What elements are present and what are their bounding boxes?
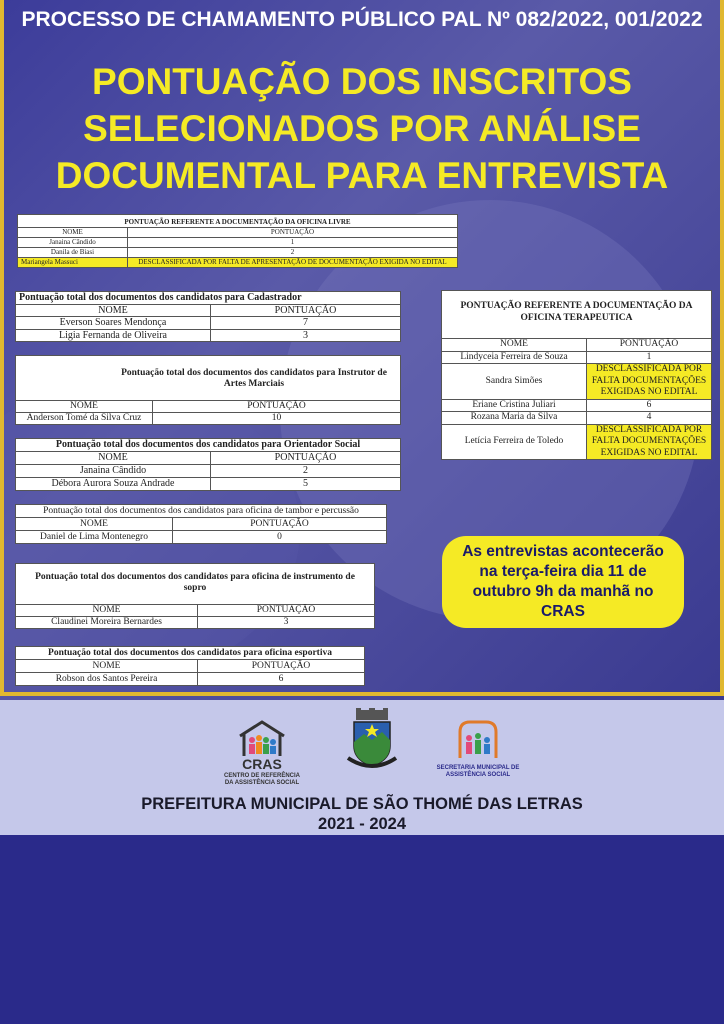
cras-subtitle-line: DA ASSISTÊNCIA SOCIAL <box>224 780 300 786</box>
cell-pontuacao: 7 <box>211 317 401 330</box>
page-title <box>20 58 704 199</box>
cell-nome: Janaina Cândido <box>16 465 211 478</box>
cell-nome: Janaina Cândido <box>18 238 128 248</box>
table-title: Pontuação total dos documentos dos candidatos para Instrutor de Artes Marciais <box>16 356 401 401</box>
table-tambor-percussao <box>15 504 387 544</box>
callout-line: na terça-feira dia 11 de <box>479 563 647 580</box>
table-instrumento-sopro <box>15 563 375 629</box>
cell-nome: Daniel de Lima Montenegro <box>16 531 173 544</box>
table-row <box>18 238 458 248</box>
interview-callout <box>442 536 684 628</box>
table-row <box>16 413 401 425</box>
table-row <box>16 317 401 330</box>
table-title: Pontuação total dos documentos dos candidatos para oficina esportiva <box>16 647 365 660</box>
cell-nome: Robson dos Santos Pereira <box>16 673 198 686</box>
table-oficina-esportiva <box>15 646 365 686</box>
cell-pontuacao: 5 <box>211 478 401 491</box>
table-title: PONTUAÇÃO REFERENTE A DOCUMENTAÇÃO DA OFICINA LIVRE <box>18 215 458 228</box>
column-header-nome: NOME <box>16 304 211 317</box>
column-header-pontuacao: PONTUAÇÃO <box>211 452 401 465</box>
table-cadastrador <box>15 291 401 342</box>
cell-nome: Rozana Maria da Silva <box>442 412 587 425</box>
cras-logo-name: CRAS <box>242 756 282 772</box>
column-header-nome: NOME <box>18 228 128 238</box>
column-header-nome: NOME <box>442 339 587 352</box>
cell-pontuacao: 2 <box>128 248 458 258</box>
assistencia-social-logo-icon <box>452 718 504 760</box>
table-row <box>16 531 387 544</box>
table-row <box>18 258 458 268</box>
column-header-pontuacao: PONTUAÇÃO <box>128 228 458 238</box>
cell-nome: Mariangela Massuci <box>18 258 128 268</box>
cell-nome: Everson Soares Mendonça <box>16 317 211 330</box>
column-header-nome: NOME <box>16 605 198 617</box>
cell-nome: Sandra Simões <box>442 364 587 400</box>
column-header-nome: NOME <box>16 452 211 465</box>
municipal-coat-of-arms-icon <box>344 708 400 774</box>
table-title: Pontuação total dos documentos dos candidatos para Cadastrador <box>16 292 401 305</box>
footer-prefeitura <box>0 794 724 834</box>
cell-nome: Claudinei Moreira Bernardes <box>16 617 198 629</box>
table-title: PONTUAÇÃO REFERENTE A DOCUMENTAÇÃO DA OFICINA TERAPEUTICA <box>442 291 712 339</box>
column-header-pontuacao: PONTUAÇÃO <box>153 401 401 413</box>
table-row <box>16 329 401 342</box>
column-header-pontuacao: PONTUAÇÃO <box>198 605 375 617</box>
table-row <box>442 364 712 400</box>
bottom-band <box>0 835 724 1024</box>
prefeitura-name: PREFEITURA MUNICIPAL DE SÃO THOMÉ DAS LETRAS <box>141 795 583 813</box>
cell-nome: Débora Aurora Souza Andrade <box>16 478 211 491</box>
assistencia-subtitle-line: SECRETARIA MUNICIPAL DE <box>436 765 520 771</box>
cell-pontuacao: DESCLASSIFICADA POR FALTA DOCUMENTAÇÕES EXIGIDAS NO EDITAL <box>587 424 712 460</box>
cell-nome: Letícia Ferreira de Toledo <box>442 424 587 460</box>
cell-pontuacao: 0 <box>173 531 387 544</box>
column-header-pontuacao: PONTUAÇÃO <box>211 304 401 317</box>
administration-period: 2021 - 2024 <box>317 815 407 833</box>
cell-pontuacao: 10 <box>153 413 401 425</box>
cell-pontuacao: 4 <box>587 412 712 425</box>
process-title: PROCESSO DE CHAMAMENTO PÚBLICO PAL Nº 082/2022, 001/2022 <box>21 8 703 31</box>
table-row <box>16 673 365 686</box>
callout-line: CRAS <box>541 603 585 620</box>
column-header-pontuacao: PONTUAÇÃO <box>587 339 712 352</box>
table-row <box>16 617 375 629</box>
page-title-line: SELECIONADOS POR ANÁLISE <box>83 108 641 149</box>
cell-nome: Ligia Fernanda de Oliveira <box>16 329 211 342</box>
table-row <box>16 465 401 478</box>
column-header-nome: NOME <box>16 401 153 413</box>
table-row <box>442 412 712 425</box>
cell-pontuacao: DESCLASSIFICADA POR FALTA DE APRESENTAÇÃO DE DOCUMENTAÇÃO EXIGIDA NO EDITAL <box>128 258 458 268</box>
table-row <box>16 478 401 491</box>
table-row <box>442 399 712 412</box>
table-oficina-livre <box>17 214 458 268</box>
cras-subtitle-line: CENTRO DE REFERÊNCIA <box>223 773 300 779</box>
cell-pontuacao: 3 <box>198 617 375 629</box>
cell-nome: Anderson Tomé da Silva Cruz <box>16 413 153 425</box>
page-title-line: DOCUMENTAL PARA ENTREVISTA <box>55 155 669 196</box>
cell-nome: Lindyceia Ferreira de Souza <box>442 351 587 364</box>
column-header-pontuacao: PONTUAÇÃO <box>198 660 365 673</box>
column-header-nome: NOME <box>16 660 198 673</box>
cell-nome: Eriane Cristina Juliari <box>442 399 587 412</box>
callout-line: outubro 9h da manhã no <box>472 583 654 600</box>
assistencia-logo-subtitle <box>430 765 526 779</box>
cell-pontuacao: 1 <box>587 351 712 364</box>
table-row <box>442 351 712 364</box>
table-artes-marciais <box>15 355 401 425</box>
cras-logo-subtitle <box>212 773 312 787</box>
page-title-line: PONTUAÇÃO DOS INSCRITOS <box>92 61 632 102</box>
table-row <box>442 424 712 460</box>
table-oficina-terapeutica <box>441 290 712 460</box>
table-title: Pontuação total dos documentos dos candidatos para oficina de instrumento de sopro <box>16 564 375 605</box>
cras-logo-icon <box>234 718 290 758</box>
table-row <box>18 248 458 258</box>
column-header-pontuacao: PONTUAÇÃO <box>173 518 387 531</box>
callout-line: As entrevistas acontecerão <box>462 543 664 560</box>
table-title: Pontuação total dos documentos dos candidatos para oficina de tambor e percussão <box>16 505 387 518</box>
cell-pontuacao: DESCLASSIFICADA POR FALTA DOCUMENTAÇÕES EXIGIDAS NO EDITAL <box>587 364 712 400</box>
cell-pontuacao: 1 <box>128 238 458 248</box>
cell-pontuacao: 6 <box>587 399 712 412</box>
table-orientador-social <box>15 438 401 491</box>
cell-pontuacao: 3 <box>211 329 401 342</box>
cell-pontuacao: 6 <box>198 673 365 686</box>
cell-pontuacao: 2 <box>211 465 401 478</box>
assistencia-subtitle-line: ASSISTÊNCIA SOCIAL <box>445 772 511 778</box>
column-header-nome: NOME <box>16 518 173 531</box>
table-title: Pontuação total dos documentos dos candidatos para Orientador Social <box>16 439 401 452</box>
cell-nome: Danila de Biasi <box>18 248 128 258</box>
